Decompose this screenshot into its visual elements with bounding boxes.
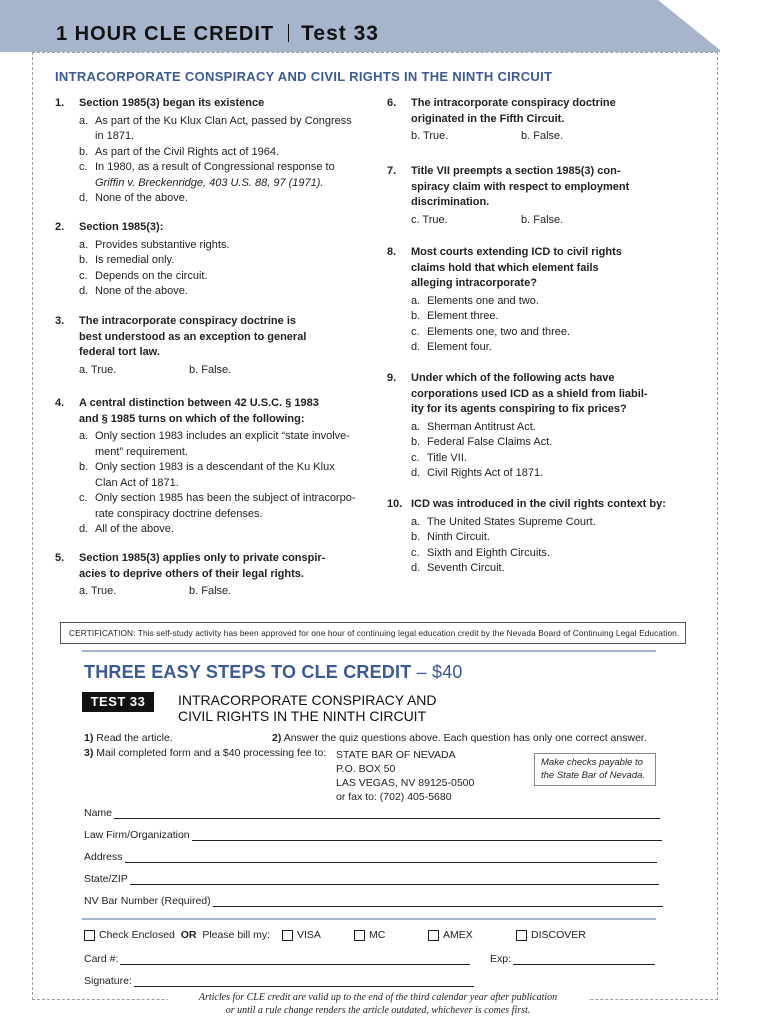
true-option[interactable]: b. True.: [411, 130, 449, 142]
question-7: [387, 164, 707, 228]
question-number: 1.: [55, 97, 65, 109]
signature-label: Signature:: [84, 975, 132, 987]
question-text: [387, 402, 707, 418]
step-3: [84, 746, 326, 760]
question-text: [55, 567, 380, 583]
question-text: [387, 180, 707, 196]
question-5: [55, 551, 380, 600]
option-letter: d.: [79, 192, 89, 204]
option-letter: c.: [79, 161, 88, 173]
mc-option[interactable]: [354, 929, 385, 941]
option-text: Seventh Circuit.: [427, 562, 505, 574]
bar-number-field[interactable]: [84, 893, 663, 907]
discover-label: DISCOVER: [531, 929, 586, 941]
option-letter: a.: [79, 114, 89, 127]
question-text: [387, 112, 707, 128]
option-letter: d.: [411, 341, 421, 353]
option-text: In 1980, as a result of Congressional response to: [95, 161, 335, 173]
question-line: ity for its agents conspiring to fix prices?: [411, 403, 627, 415]
question-line: ICD was introduced in the civil rights context by:: [411, 498, 666, 510]
option-text: Depends on the circuit.: [95, 269, 208, 282]
question-text: [387, 387, 707, 403]
question-2: [55, 220, 380, 300]
option-letter: c.: [79, 492, 88, 504]
answer-option[interactable]: [55, 491, 380, 507]
option-text: Provides substantive rights.: [95, 238, 230, 251]
bar-number-input-line[interactable]: [213, 897, 663, 907]
mailing-address: [336, 748, 474, 804]
step-1: [84, 731, 173, 745]
question-number: 7.: [387, 165, 397, 177]
question-number: [387, 261, 411, 277]
mc-label: MC: [369, 929, 386, 941]
credit-label: 1 HOUR CLE CREDIT: [56, 23, 275, 45]
question-number: 9.: [387, 372, 397, 384]
question-text: [55, 396, 380, 412]
true-option[interactable]: c. True.: [411, 213, 448, 226]
page-title: [56, 22, 379, 46]
answer-option[interactable]: [387, 309, 707, 325]
answer-option[interactable]: [55, 269, 380, 285]
option-text: As part of the Ku Klux Clan Act, passed by Congress: [95, 114, 352, 127]
question-number: [387, 195, 411, 211]
question-text: [387, 371, 707, 387]
visa-checkbox[interactable]: [282, 930, 293, 941]
option-text: As part of the Civil Rights act of 1964.: [95, 145, 280, 158]
question-number: 2.: [55, 221, 65, 233]
answer-option[interactable]: [55, 145, 380, 161]
question-number: 3.: [55, 315, 65, 327]
amex-label: AMEX: [443, 929, 473, 941]
option-letter: d.: [411, 467, 421, 479]
option-letter: [79, 129, 95, 145]
checks-payable-note: [534, 753, 656, 786]
question-number: [387, 112, 411, 128]
option-text: Griffin v. Breckenridge, 403 U.S. 88, 97 (1971).: [95, 176, 324, 189]
question-text: [55, 314, 380, 330]
question-number: [55, 330, 79, 346]
question-line: corporations used ICD as a shield from liabil-: [411, 387, 648, 400]
address-label: Address: [84, 851, 123, 863]
question-text: [55, 220, 380, 236]
option-text: Civil Rights Act of 1871.: [427, 467, 544, 479]
answer-option[interactable]: [55, 460, 380, 476]
question-line: originated in the Fifth Circuit.: [411, 112, 565, 125]
step-2-text: Answer the quiz questions above. Each question has only one correct answer.: [283, 732, 647, 744]
form-divider: [82, 918, 656, 920]
amex-option[interactable]: [428, 929, 473, 941]
option-letter: d.: [79, 523, 89, 535]
question-number: [387, 276, 411, 292]
step-3-num: 3): [84, 747, 94, 759]
option-letter: b.: [79, 254, 89, 266]
question-line: Title VII preempts a section 1985(3) con-: [411, 165, 621, 177]
footnote-line: or until a rule change renders the article outdated, whichever is comes first.: [225, 1005, 531, 1016]
exp-field[interactable]: [490, 951, 655, 965]
bar-number-label: NV Bar Number (Required): [84, 895, 211, 907]
true-false-options[interactable]: [387, 129, 707, 145]
option-letter: a.: [79, 430, 89, 442]
question-text: [55, 330, 380, 346]
option-letter: b.: [411, 531, 421, 543]
state-zip-label: State/ZIP: [84, 873, 128, 885]
bill-my-label: Please bill my:: [202, 929, 271, 941]
question-line: discrimination.: [411, 196, 490, 208]
answer-option[interactable]: [55, 238, 380, 254]
question-line: claims hold that which element fails: [411, 261, 599, 274]
amex-checkbox[interactable]: [428, 930, 439, 941]
question-line: Section 1985(3):: [79, 221, 164, 233]
question-text: [387, 164, 707, 180]
footnote: [168, 991, 588, 1017]
signature-input-line[interactable]: [134, 977, 474, 987]
option-letter: c.: [411, 546, 420, 559]
option-letter: c.: [411, 451, 420, 464]
step-2: [272, 731, 647, 745]
name-input-line[interactable]: [114, 809, 660, 819]
discover-checkbox[interactable]: [516, 930, 527, 941]
option-text: All of the above.: [95, 523, 174, 535]
name-field[interactable]: [84, 805, 660, 819]
answer-option[interactable]: [55, 522, 380, 538]
certification-note: CERTIFICATION: This self-study activity has been approved for one hour of continuing legal education credit by the Nevada Board of Continuing Legal Education.: [60, 622, 686, 644]
option-text: Only section 1983 is a descendant of the Ku Klux: [95, 461, 335, 473]
answer-option[interactable]: [387, 294, 707, 310]
option-text: rate conspiracy doctrine defenses.: [95, 507, 263, 520]
answer-option[interactable]: [55, 476, 380, 492]
answer-option[interactable]: [55, 191, 380, 207]
option-letter: b.: [411, 310, 421, 322]
option-letter: a.: [411, 294, 421, 307]
name-label: Name: [84, 807, 113, 819]
article-title-line2: CIVIL RIGHTS IN THE NINTH CIRCUIT: [178, 708, 427, 724]
check-enclosed-checkbox[interactable]: [84, 930, 95, 941]
option-letter: a.: [79, 238, 89, 251]
answer-option[interactable]: [387, 530, 707, 546]
question-line: The intracorporate conspiracy doctrine is: [79, 315, 297, 327]
check-enclosed-label: Check Enclosed: [99, 929, 175, 941]
option-text: in 1871.: [95, 130, 135, 142]
state-zip-input-line[interactable]: [130, 875, 659, 885]
option-letter: a.: [411, 515, 421, 528]
firm-input-line[interactable]: [192, 831, 662, 841]
question-3: [55, 314, 380, 378]
question-line: best understood as an exception to general: [79, 330, 307, 343]
question-1: [55, 96, 380, 207]
option-text: Sixth and Eighth Circuits.: [427, 546, 550, 559]
answer-option[interactable]: [55, 507, 380, 523]
question-number: 10.: [387, 498, 403, 510]
test-badge: TEST 33: [82, 692, 154, 712]
question-text: [387, 261, 707, 277]
question-number: 8.: [387, 246, 397, 258]
false-option[interactable]: b. False.: [189, 585, 232, 597]
dashed-border-top: [32, 52, 718, 53]
question-line: alleging intracorporate?: [411, 277, 537, 289]
question-number: [55, 345, 79, 361]
option-text: Clan Act of 1871.: [95, 476, 179, 489]
question-number: [55, 412, 79, 428]
steps-title-text: THREE EASY STEPS TO CLE CREDIT: [84, 662, 412, 682]
question-text: [55, 345, 380, 361]
exp-label: Exp:: [490, 953, 512, 965]
true-false-options[interactable]: [55, 363, 380, 379]
question-text: [387, 96, 707, 112]
option-text: Elements one and two.: [427, 294, 539, 307]
question-text: [387, 276, 707, 292]
option-text: Only section 1983 includes an explicit “state involve-: [95, 430, 350, 442]
false-option[interactable]: b. False.: [521, 130, 564, 142]
firm-label: Law Firm/Organization: [84, 829, 190, 841]
option-text: None of the above.: [95, 192, 188, 204]
question-8: [387, 245, 707, 356]
false-option[interactable]: b. False.: [189, 363, 232, 376]
true-option[interactable]: a. True.: [79, 363, 117, 376]
answer-option[interactable]: [387, 435, 707, 451]
question-line: Under which of the following acts have: [411, 372, 615, 384]
option-letter: c.: [411, 325, 420, 338]
false-option[interactable]: b. False.: [521, 213, 564, 226]
answer-option[interactable]: [387, 515, 707, 531]
answer-option[interactable]: [55, 429, 380, 445]
step-1-num: 1): [84, 732, 94, 744]
option-text: Only section 1985 has been the subject of intracorpo-: [95, 492, 356, 504]
answer-option[interactable]: [387, 546, 707, 562]
address-input-line[interactable]: [125, 853, 657, 863]
question-line: Most courts extending ICD to civil rights: [411, 246, 622, 258]
question-4: [55, 396, 380, 538]
section-divider: [82, 650, 656, 652]
address-line: STATE BAR OF NEVADA: [336, 749, 456, 761]
option-text: ment” requirement.: [95, 445, 188, 458]
option-text: None of the above.: [95, 285, 188, 297]
answer-option[interactable]: [387, 561, 707, 577]
answer-option[interactable]: [55, 129, 380, 145]
option-text: Element three.: [427, 310, 499, 322]
true-false-options[interactable]: [387, 213, 707, 229]
card-input-line[interactable]: [120, 955, 470, 965]
option-letter: d.: [411, 562, 421, 574]
answer-option[interactable]: [387, 420, 707, 436]
checks-note-line: Make checks payable to: [541, 757, 643, 768]
address-line: LAS VEGAS, NV 89125-0500: [336, 777, 475, 789]
answer-option[interactable]: [387, 340, 707, 356]
answer-option[interactable]: [387, 325, 707, 341]
option-letter: [79, 476, 95, 492]
option-text: Title VII.: [427, 451, 467, 464]
option-letter: [79, 445, 95, 461]
question-number: [387, 402, 411, 418]
or-label: OR: [180, 929, 197, 941]
true-option[interactable]: a. True.: [79, 585, 117, 597]
option-text: Federal False Claims Act.: [427, 436, 553, 448]
option-text: Element four.: [427, 341, 492, 353]
question-line: federal tort law.: [79, 346, 160, 358]
answer-option[interactable]: [55, 176, 380, 192]
question-number: 5.: [55, 552, 65, 564]
question-number: [387, 180, 411, 196]
true-false-options[interactable]: [55, 584, 380, 600]
option-letter: a.: [411, 420, 421, 433]
question-number: 6.: [387, 97, 397, 109]
visa-label: VISA: [297, 929, 321, 941]
answer-option[interactable]: [55, 445, 380, 461]
answer-option[interactable]: [387, 451, 707, 467]
question-line: acies to deprive others of their legal rights.: [79, 567, 304, 580]
article-title: [178, 692, 437, 724]
answer-option[interactable]: [55, 253, 380, 269]
article-title-line1: INTRACORPORATE CONSPIRACY AND: [178, 692, 437, 708]
step-2-num: 2): [272, 732, 282, 744]
question-line: A central distinction between 42 U.S.C. § 1983: [79, 397, 319, 409]
address-field[interactable]: [84, 849, 657, 863]
card-label: Card #:: [84, 953, 119, 965]
question-text: [55, 551, 380, 567]
question-line: and § 1985 turns on which of the following:: [79, 412, 305, 425]
signature-field[interactable]: [84, 973, 474, 987]
answer-option[interactable]: [387, 466, 707, 482]
card-number-field[interactable]: [84, 951, 470, 965]
option-letter: [79, 507, 95, 523]
question-number: [387, 387, 411, 403]
question-line: Section 1985(3) applies only to private conspir-: [79, 552, 326, 564]
option-text: The United States Supreme Court.: [427, 515, 596, 528]
question-text: [55, 412, 380, 428]
question-number: [55, 567, 79, 583]
option-letter: c.: [79, 269, 88, 282]
option-text: Sherman Antitrust Act.: [427, 420, 536, 433]
steps-title: [84, 662, 463, 683]
question-10: [387, 497, 707, 577]
question-9: [387, 371, 707, 482]
test-number: Test 33: [301, 22, 379, 45]
option-text: Ninth Circuit.: [427, 531, 490, 543]
checks-note-line: the State Bar of Nevada.: [541, 770, 646, 781]
option-letter: b.: [79, 145, 89, 158]
option-letter: b.: [79, 461, 89, 473]
option-letter: [79, 176, 95, 192]
steps-price: – $40: [416, 662, 463, 682]
address-line: P.O. BOX 50: [336, 763, 396, 775]
state-zip-field[interactable]: [84, 871, 659, 885]
question-line: spiracy claim with respect to employment: [411, 180, 630, 193]
fax-line: or fax to: (702) 405-5680: [336, 791, 452, 803]
question-6: [387, 96, 707, 145]
answer-option[interactable]: [55, 284, 380, 300]
question-text: [387, 497, 707, 513]
answer-option[interactable]: [55, 160, 380, 176]
question-text: [387, 245, 707, 261]
visa-option[interactable]: [282, 929, 321, 941]
footnote-line: Articles for CLE credit are valid up to the end of the third calendar year after publication: [198, 992, 558, 1003]
answer-option[interactable]: [55, 114, 380, 130]
option-letter: b.: [411, 436, 421, 448]
question-number: 4.: [55, 397, 65, 409]
discover-option[interactable]: [516, 929, 586, 941]
step-1-text: Read the article.: [96, 732, 173, 744]
question-line: Section 1985(3) began its existence: [79, 97, 265, 109]
question-text: [55, 96, 380, 112]
option-letter: d.: [79, 285, 89, 297]
check-enclosed-option[interactable]: [84, 929, 270, 941]
firm-field[interactable]: [84, 827, 662, 841]
step-3-text: Mail completed form and a $40 processing fee to:: [96, 747, 327, 759]
question-text: [387, 195, 707, 211]
option-text: Elements one, two and three.: [427, 325, 571, 338]
question-line: The intracorporate conspiracy doctrine: [411, 97, 616, 109]
mc-checkbox[interactable]: [354, 930, 365, 941]
option-text: Is remedial only.: [95, 254, 175, 266]
title-divider: [288, 24, 289, 42]
quiz-heading: INTRACORPORATE CONSPIRACY AND CIVIL RIGHTS IN THE NINTH CIRCUIT: [55, 69, 553, 84]
exp-input-line[interactable]: [513, 955, 655, 965]
